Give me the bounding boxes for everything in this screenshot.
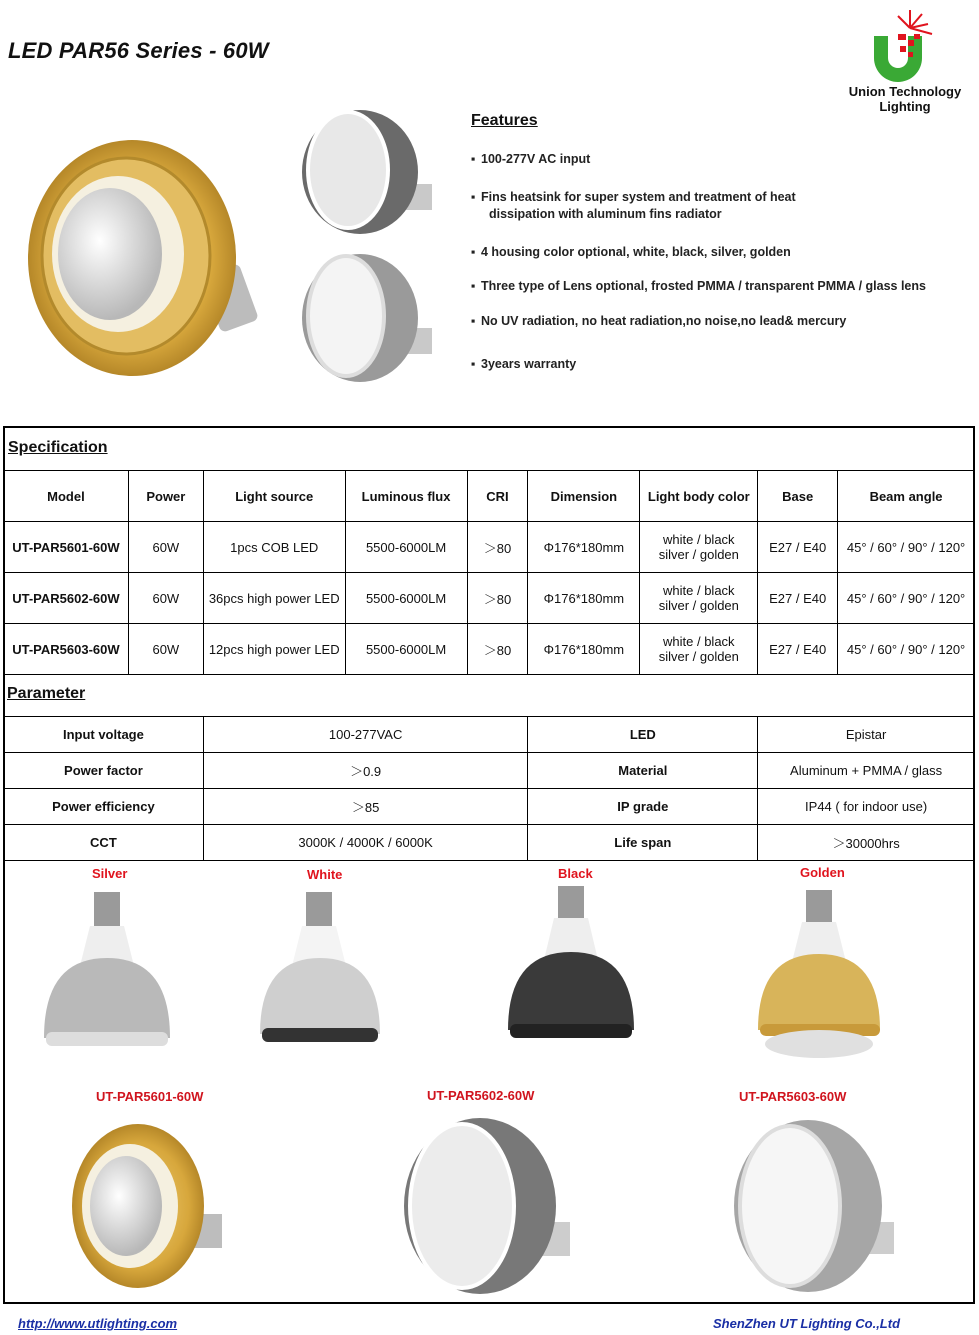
feature-item: ▪ No UV radiation, no heat radiation,no noise,no lead& mercury (471, 313, 961, 330)
features-heading: Features (471, 112, 538, 129)
param-label: LED (528, 717, 758, 753)
specification-table (3, 470, 975, 675)
color-cell: white / black silver / golden (640, 624, 758, 675)
table-row (4, 522, 975, 573)
feature-item: ▪ 3years warranty (471, 356, 961, 373)
dimension-cell: Φ176*180mm (528, 624, 640, 675)
base-cell: E27 / E40 (758, 522, 838, 573)
param-value: Aluminum + PMMA / glass (758, 753, 975, 789)
light-source-cell: 12pcs high power LED (203, 624, 345, 675)
flux-cell: 5500-6000LM (345, 624, 467, 675)
color-label-black: Black (558, 866, 593, 881)
header-cell: Base (758, 471, 838, 522)
param-value: 100-277VAC (203, 717, 528, 753)
feature-item: ▪ 4 housing color optional, white, black, silver, golden (471, 244, 961, 261)
white-lamp-image (258, 888, 382, 1054)
model-cell: UT-PAR5601-60W (4, 522, 129, 573)
power-cell: 60W (128, 573, 203, 624)
parameter-heading: Parameter (7, 685, 86, 702)
header-cell: Luminous flux (345, 471, 467, 522)
gold-cob-lamp-image (70, 1114, 230, 1294)
color-cell: white / black silver / golden (640, 573, 758, 624)
silver-lamp-image (40, 888, 174, 1060)
cri-cell: ＞80 (467, 522, 528, 573)
param-value: IP44 ( for indoor use) (758, 789, 975, 825)
specification-heading: Specification (8, 439, 108, 456)
beam-cell: 45° / 60° / 90° / 120° (838, 624, 975, 675)
header-cell: Beam angle (838, 471, 975, 522)
color-cell: white / black silver / golden (640, 522, 758, 573)
base-cell: E27 / E40 (758, 624, 838, 675)
param-label: Power efficiency (4, 789, 204, 825)
feature-item: ▪ Three type of Lens optional, frosted PMMA / transparent PMMA / glass lens (471, 278, 961, 295)
light-source-cell: 36pcs high power LED (203, 573, 345, 624)
table-row (4, 573, 975, 624)
param-label: Power factor (4, 753, 204, 789)
table-row (4, 825, 975, 861)
table-row (4, 753, 975, 789)
table-row (4, 717, 975, 753)
dimension-cell: Φ176*180mm (528, 522, 640, 573)
power-cell: 60W (128, 522, 203, 573)
gold-par56-lamp-image (14, 108, 264, 390)
model-cell: UT-PAR5603-60W (4, 624, 129, 675)
param-value: ＞85 (203, 789, 528, 825)
golden-lamp-image (754, 888, 886, 1064)
power-cell: 60W (128, 624, 203, 675)
param-label: CCT (4, 825, 204, 861)
spec-header-row (4, 471, 975, 522)
header-cell: Model (4, 471, 129, 522)
model-label: UT-PAR5601-60W (96, 1089, 204, 1104)
param-value: 3000K / 4000K / 6000K (203, 825, 528, 861)
page-title: LED PAR56 Series - 60W (8, 38, 269, 63)
beam-cell: 45° / 60° / 90° / 120° (838, 522, 975, 573)
dimension-cell: Φ176*180mm (528, 573, 640, 624)
logo-text: Union Technology Lighting (848, 84, 962, 114)
header-cell: CRI (467, 471, 528, 522)
white-lamp-36led-image (300, 104, 440, 244)
white-36led-lamp-image (400, 1112, 578, 1298)
model-cell: UT-PAR5602-60W (4, 573, 129, 624)
beam-cell: 45° / 60° / 90° / 120° (838, 573, 975, 624)
param-label: Material (528, 753, 758, 789)
header-cell: Light source (203, 471, 345, 522)
param-label: Life span (528, 825, 758, 861)
header-cell: Light body color (640, 471, 758, 522)
black-lamp-image (504, 884, 638, 1046)
param-label: Input voltage (4, 717, 204, 753)
flux-cell: 5500-6000LM (345, 573, 467, 624)
param-value: ＞30000hrs (758, 825, 975, 861)
light-source-cell: 1pcs COB LED (203, 522, 345, 573)
base-cell: E27 / E40 (758, 573, 838, 624)
white-frosted-lamp-image (730, 1114, 902, 1296)
feature-item: ▪ 100-277V AC input (471, 151, 961, 168)
color-label-white: White (307, 867, 343, 882)
table-row (4, 789, 975, 825)
footer-company-name: ShenZhen UT Lighting Co.,Ltd (713, 1316, 901, 1331)
company-logo (838, 6, 972, 114)
param-value: ＞0.9 (203, 753, 528, 789)
white-lamp-frosted-image (300, 248, 440, 388)
model-label: UT-PAR5603-60W (739, 1089, 847, 1104)
parameter-table (3, 716, 975, 861)
model-label: UT-PAR5602-60W (427, 1088, 535, 1103)
header-cell: Power (128, 471, 203, 522)
footer-website-link[interactable]: http://www.utlighting.com (18, 1316, 178, 1331)
color-label-golden: Golden (800, 865, 845, 880)
table-row (4, 624, 975, 675)
cri-cell: ＞80 (467, 624, 528, 675)
header-cell: Dimension (528, 471, 640, 522)
param-value: Epistar (758, 717, 975, 753)
feature-item: ▪ Fins heatsink for super system and treatment of heat dissipation with aluminum fins radiator (471, 189, 961, 223)
color-label-silver: Silver (92, 866, 128, 881)
flux-cell: 5500-6000LM (345, 522, 467, 573)
cri-cell: ＞80 (467, 573, 528, 624)
param-label: IP grade (528, 789, 758, 825)
